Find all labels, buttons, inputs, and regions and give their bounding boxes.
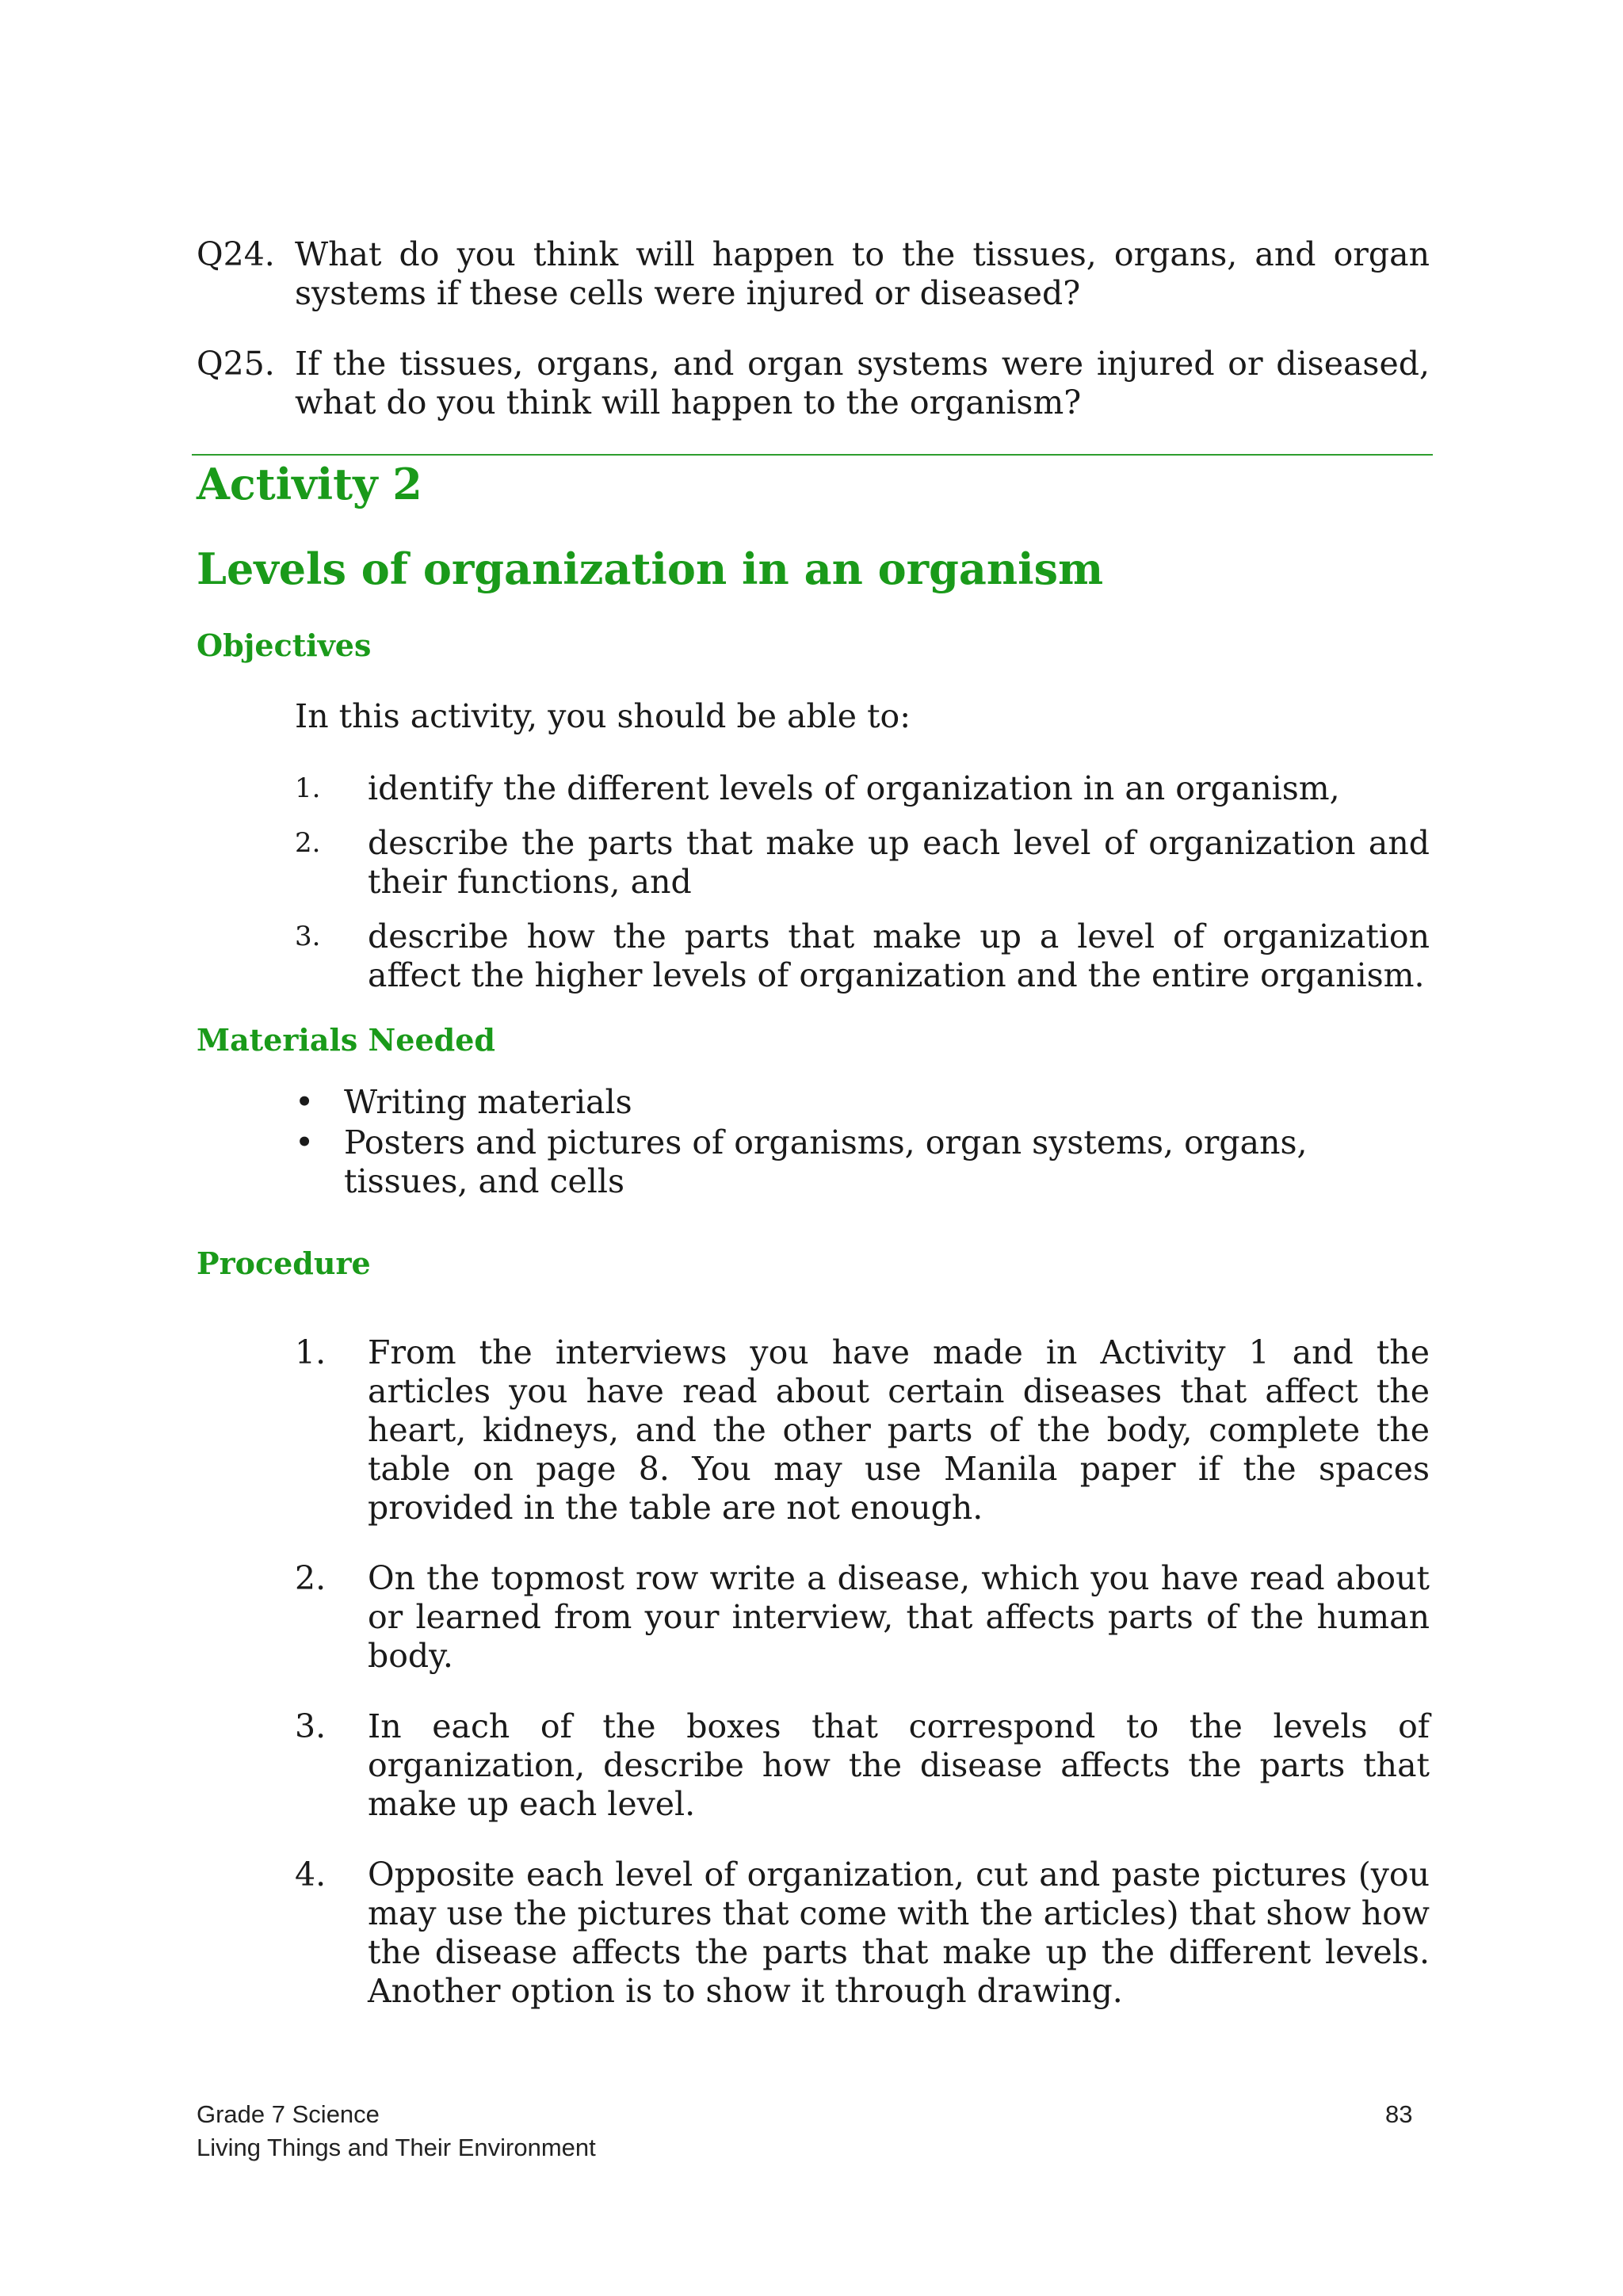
materials-list	[295, 1083, 1430, 1201]
list-item	[295, 1123, 1430, 1201]
item-number: 1.	[295, 772, 321, 804]
item-text: Posters and pictures of organisms, organ systems, organs, tissues, and cells	[344, 1123, 1308, 1200]
activity-title: Levels of organization in an organism	[197, 543, 1104, 594]
footer-subject: Grade 7 Science	[197, 2100, 380, 2128]
question-text: What do you think will happen to the tissues, organs, and organ systems if these cells were injured or diseased?	[295, 235, 1430, 312]
activity-label: Activity 2	[197, 459, 422, 509]
list-item	[295, 824, 1430, 902]
procedure-heading: Procedure	[197, 1245, 371, 1281]
item-number: 1.	[295, 1333, 327, 1371]
item-number: 4.	[295, 1855, 327, 1894]
bullet: •	[295, 1123, 315, 1161]
item-number: 2.	[295, 827, 321, 859]
list-item	[295, 1559, 1430, 1676]
item-number: 3.	[295, 1707, 327, 1745]
item-number: 2.	[295, 1559, 327, 1597]
question-number: Q25.	[197, 345, 275, 383]
item-text: Writing materials	[344, 1083, 632, 1121]
list-item	[295, 1333, 1430, 1527]
materials-heading: Materials Needed	[197, 1022, 495, 1058]
question-q24	[197, 235, 1430, 313]
footer-unit: Living Things and Their Environment	[197, 2134, 596, 2161]
item-text: On the topmost row write a disease, which you have read about or learned from your interview, that affects parts of the human body.	[368, 1559, 1430, 1675]
objectives-intro: In this activity, you should be able to:	[295, 697, 911, 735]
bullet: •	[295, 1083, 315, 1121]
item-text: Opposite each level of organization, cut and paste pictures (you may use the pictures that come with the articles) that show how the disease affects the parts that make up the different levels. Another option is to show it through drawing.	[368, 1855, 1430, 2010]
list-item	[295, 1707, 1430, 1824]
item-text: identify the different levels of organization in an organism,	[368, 769, 1340, 807]
objectives-heading: Objectives	[197, 627, 372, 663]
item-number: 3.	[295, 921, 321, 952]
item-text: describe how the parts that make up a level of organization affect the higher levels of organization and the entire organism.	[368, 917, 1430, 994]
list-item	[295, 769, 1430, 808]
list-item	[295, 1083, 1430, 1122]
list-item	[295, 1855, 1430, 2011]
question-q25	[197, 345, 1430, 422]
item-text: In each of the boxes that correspond to the levels of organization, describe how the disease affects the parts that make up each level.	[368, 1707, 1430, 1823]
question-number: Q24.	[197, 235, 275, 273]
question-text: If the tissues, organs, and organ systems were injured or diseased, what do you think will happen to the organism?	[295, 345, 1430, 421]
item-text: From the interviews you have made in Activity 1 and the articles you have read about certain diseases that affect the heart, kidneys, and the other parts of the body, complete the table on page 8. You may use Manila paper if the spaces provided in the table are not enough.	[368, 1333, 1430, 1527]
item-text: describe the parts that make up each level of organization and their functions, and	[368, 824, 1430, 901]
page-number: 83	[1385, 2100, 1413, 2128]
procedure-list	[295, 1333, 1430, 2011]
section-divider	[192, 454, 1433, 456]
objectives-list	[295, 769, 1430, 995]
list-item	[295, 917, 1430, 995]
